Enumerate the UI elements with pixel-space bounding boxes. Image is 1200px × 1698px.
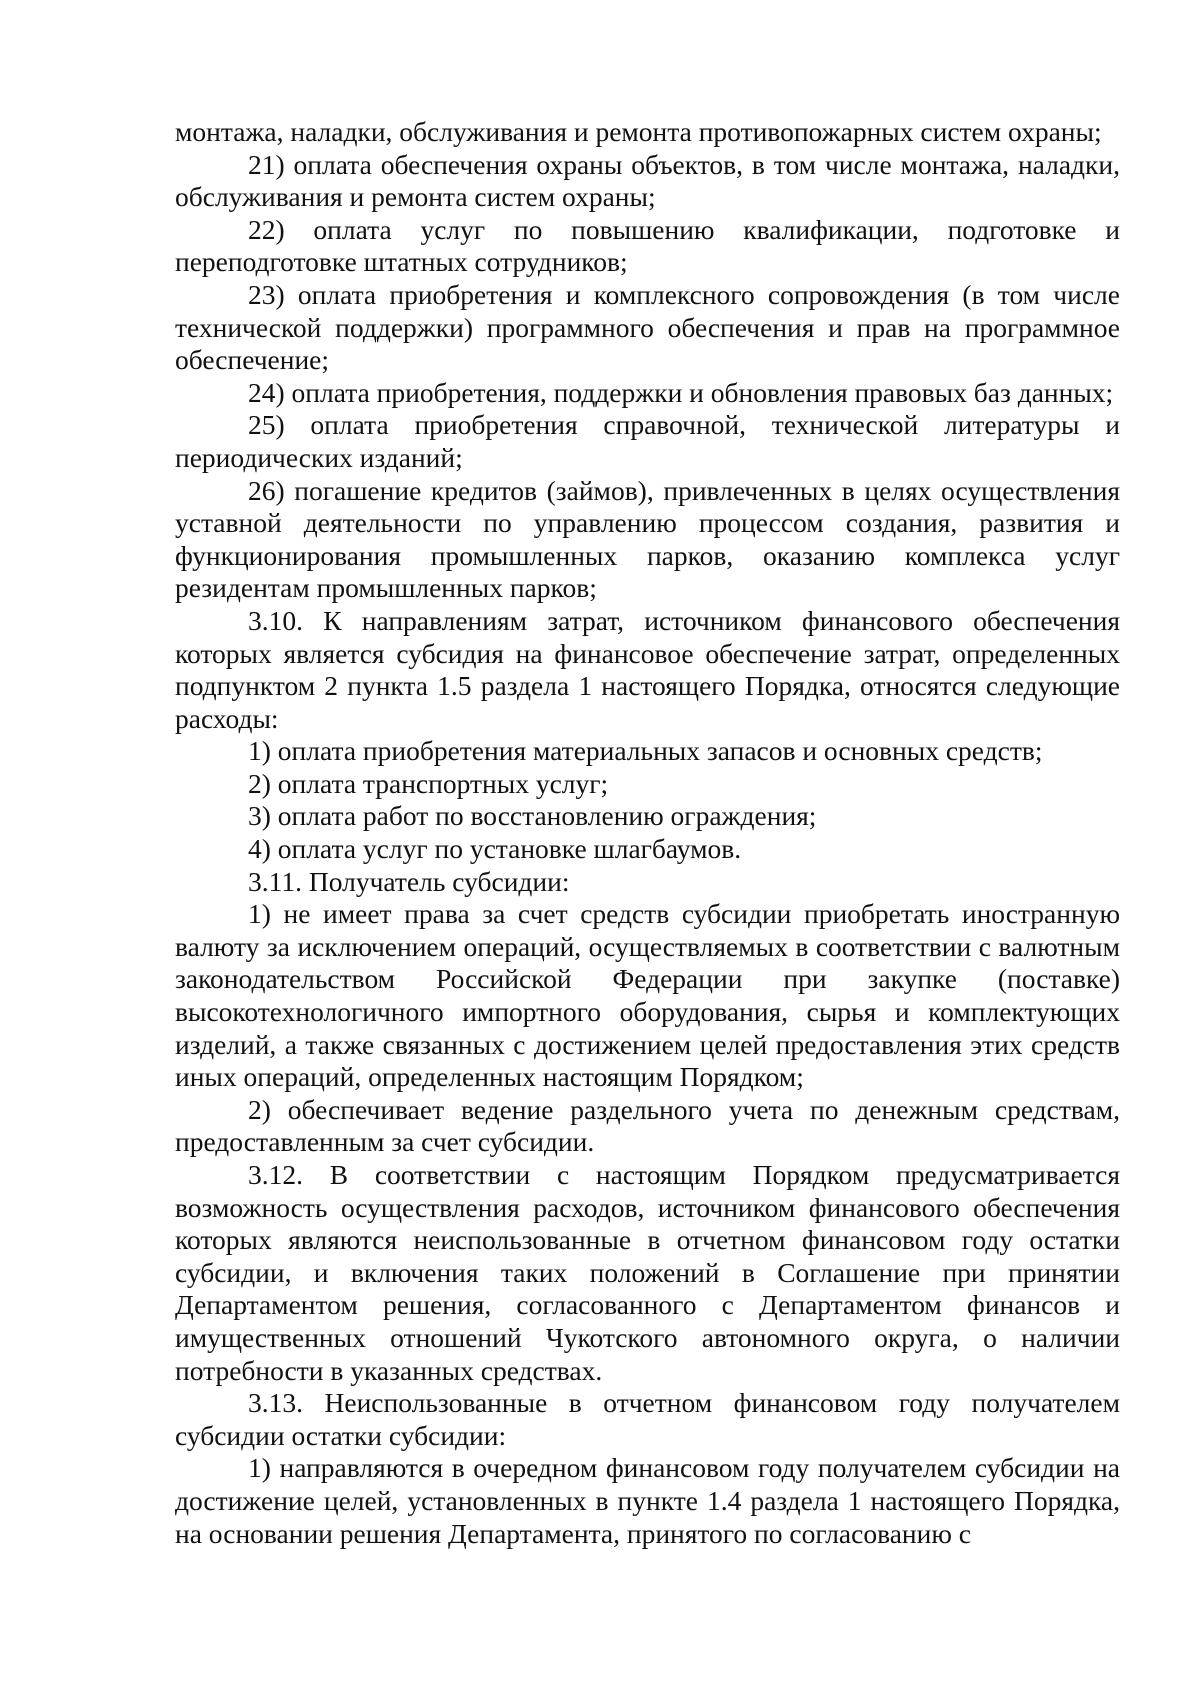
- document-paragraph: 1) не имеет права за счет средств субсидии приобретать иностранную валюту за исключением операций, осуществляемых в соответствии с валютным законодательством Российской Федерации при закупке (поставке) высокотехнологичного импортного оборудования, сырья и комплектующих изделий, а также связанных с достижением целей предоставления этих средств иных операций, определенных настоящим Порядком;: [175, 898, 1120, 1093]
- document-paragraph: 24) оплата приобретения, поддержки и обновления правовых баз данных;: [248, 376, 1114, 408]
- document-paragraph: 4) оплата услуг по установке шлагбаумов.: [248, 833, 742, 865]
- document-paragraph: монтажа, наладки, обслуживания и ремонта противопожарных систем охраны;: [175, 116, 1102, 147]
- document-paragraph: 3.13. Неиспользованные в отчетном финансовом году получателем субсидии остатки субсидии:: [175, 1387, 1120, 1451]
- document-paragraph: 26) погашение кредитов (займов), привлеченных в целях осуществления уставной деятельности по управлению процессом создания, развития и функционирования промышленных парков, оказанию комплекса услуг резидентам промышленных парков;: [175, 474, 1120, 604]
- document-paragraph: 21) оплата обеспечения охраны объектов, в том числе монтажа, наладки, обслуживания и ремонта систем охраны;: [175, 148, 1120, 213]
- document-paragraph: 3) оплата работ по восстановлению ограждения;: [248, 800, 817, 832]
- document-paragraph: 3.12. В соответствии с настоящим Порядком предусматривается возможность осуществления расходов, источником финансового обеспечения которых являются неиспользованные в отчетном финансовом году остатки субсидии, и включения таких положений в Соглашение при принятии Департаментом решения, согласованного с Департаментом финансов и имущественных отношений Чукотского автономного округа, о наличии потребности в указанных средствах.: [175, 1159, 1120, 1386]
- document-paragraph: 1) направляются в очередном финансовом году получателем субсидии на достижение целей, установленных в пункте 1.4 раздела 1 настоящего Порядка, на основании решения Департамента, принятого по согласованию с: [175, 1452, 1120, 1549]
- document-paragraph: 2) оплата транспортных услуг;: [248, 767, 609, 799]
- document-paragraph: 1) оплата приобретения материальных запасов и основных средств;: [248, 735, 1043, 767]
- document-paragraph: 22) оплата услуг по повышению квалификации, подготовке и переподготовке штатных сотрудников;: [175, 213, 1120, 278]
- document-body: [175, 116, 1120, 1550]
- document-paragraph: 2) обеспечивает ведение раздельного учета по денежным средствам, предоставленным за счет субсидии.: [175, 1093, 1120, 1158]
- document-paragraph: 23) оплата приобретения и комплексного сопровождения (в том числе технической поддержки) программного обеспечения и прав на программное обеспечение;: [175, 278, 1120, 376]
- document-paragraph: 3.11. Получатель субсидии:: [248, 865, 570, 897]
- document-paragraph: 3.10. К направлениям затрат, источником финансового обеспечения которых является субсидия на финансовое обеспечение затрат, определенных подпунктом 2 пункта 1.5 раздела 1 настоящего Порядка, относятся следующие расходы:: [175, 604, 1120, 734]
- document-paragraph: 25) оплата приобретения справочной, технической литературы и периодических изданий;: [175, 409, 1120, 473]
